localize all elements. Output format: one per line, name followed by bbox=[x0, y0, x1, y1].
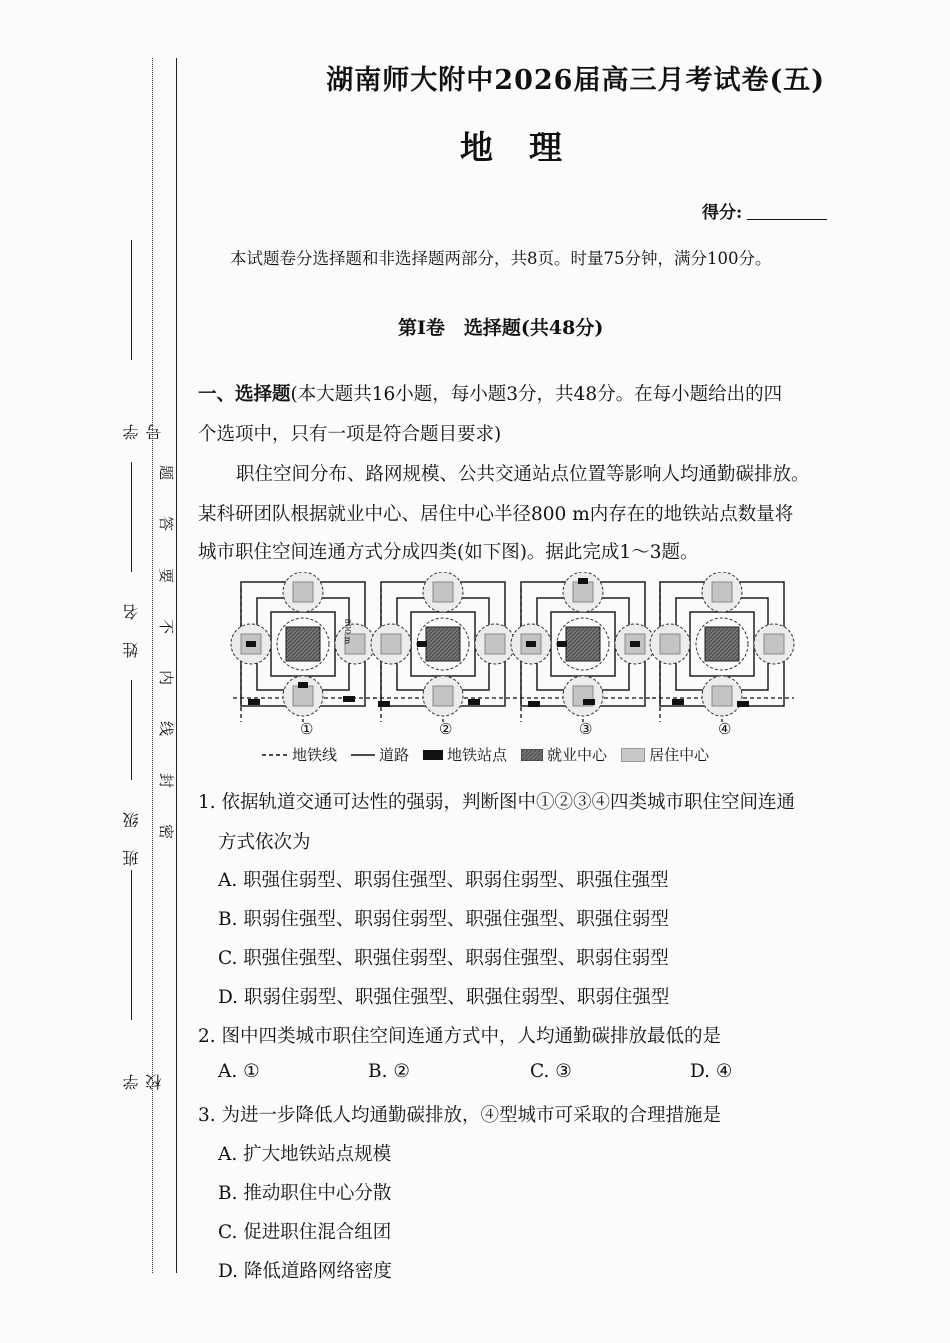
exam-intro: 本试题卷分选择题和非选择题两部分，共8页。时量75分钟，满分100分。 bbox=[230, 249, 772, 268]
question-2-option-d[interactable]: D. ④ bbox=[690, 1061, 733, 1082]
residential-center bbox=[573, 582, 593, 602]
margin-label-name: 姓名 bbox=[122, 582, 141, 658]
section-heading: 一、选择题 bbox=[198, 384, 291, 405]
exam-title: 湖南师大附中2026届高三月考试卷(五) bbox=[326, 65, 825, 96]
part-title: 第Ⅰ卷 选择题(共48分) bbox=[398, 317, 604, 339]
diagram-label-4: ④ bbox=[718, 720, 732, 738]
subway-station bbox=[468, 699, 480, 705]
warning-char: 题 bbox=[157, 464, 176, 481]
warning-char: 要 bbox=[157, 567, 176, 583]
subject-title: 地理 bbox=[460, 128, 598, 167]
subway-station bbox=[248, 699, 260, 705]
score-label: 得分: bbox=[702, 203, 743, 223]
warning-char: 封 bbox=[157, 772, 176, 788]
residential-center bbox=[293, 582, 313, 602]
question-1-stem: 1. 依据轨道交通可达性的强弱，判断图中①②③④四类城市职住空间连通 bbox=[198, 792, 796, 813]
legend-label: 居住中心 bbox=[649, 746, 710, 764]
employment-center bbox=[566, 627, 600, 661]
warning-char: 不 bbox=[157, 618, 176, 634]
warning-char: 线 bbox=[157, 721, 176, 737]
margin-label-class: 班级 bbox=[122, 790, 141, 866]
question-3-option-c[interactable]: C. 促进职住混合组团 bbox=[218, 1222, 392, 1243]
question-1-option-c[interactable]: C. 职强住强型、职强住弱型、职弱住强型、职弱住弱型 bbox=[218, 948, 669, 969]
subway-station bbox=[583, 699, 595, 705]
subway-station bbox=[417, 641, 427, 647]
subway-station bbox=[378, 701, 390, 707]
residential-center bbox=[764, 634, 784, 654]
subway-station bbox=[343, 696, 355, 702]
question-3-option-b[interactable]: B. 推动职住中心分散 bbox=[218, 1183, 392, 1204]
subway-station bbox=[528, 701, 540, 707]
diagram-label-1: ① bbox=[300, 720, 314, 738]
residential-center bbox=[381, 634, 401, 654]
subway-station bbox=[526, 641, 536, 647]
passage-line: 某科研团队根据就业中心、居住中心半径800 m内存在的地铁站点数量将 bbox=[198, 504, 794, 525]
residential-center bbox=[712, 582, 732, 602]
margin-field-name bbox=[120, 462, 144, 682]
employment-center bbox=[426, 627, 460, 661]
subway-station bbox=[672, 699, 684, 705]
question-2-stem: 2. 图中四类城市职住空间连通方式中，人均通勤碳排放最低的是 bbox=[198, 1026, 722, 1047]
legend-label: 就业中心 bbox=[547, 746, 608, 764]
section-desc: (本大题共16小题，每小题3分，共48分。在每小题给出的四 bbox=[290, 384, 783, 405]
residential-center bbox=[485, 634, 505, 654]
legend-item-residential-center bbox=[621, 744, 709, 765]
residential-center bbox=[433, 686, 453, 706]
question-3-option-d[interactable]: D. 降低道路网络密度 bbox=[218, 1261, 392, 1282]
employment-center bbox=[286, 627, 320, 661]
radius-label: 800 m bbox=[343, 618, 353, 645]
employment-swatch-icon bbox=[521, 749, 543, 761]
subway-station bbox=[298, 682, 308, 688]
margin-field-class bbox=[120, 680, 144, 880]
residential-center bbox=[293, 686, 313, 706]
diagram-label-2: ② bbox=[439, 720, 453, 738]
question-3-option-a[interactable]: A. 扩大地铁站点规模 bbox=[218, 1144, 392, 1165]
legend-item-station bbox=[423, 744, 507, 765]
subway-station bbox=[246, 641, 256, 647]
warning-char: 答 bbox=[157, 516, 176, 532]
subway-diagram bbox=[228, 572, 803, 772]
section-heading-line bbox=[198, 380, 782, 406]
legend-label: 地铁站点 bbox=[447, 746, 508, 764]
question-2-option-a[interactable]: A. ① bbox=[218, 1061, 260, 1082]
margin-label-student-id: 学号 bbox=[122, 402, 164, 440]
margin-label-school: 学校 bbox=[122, 1052, 164, 1090]
residential-center bbox=[712, 686, 732, 706]
subway-station bbox=[578, 578, 588, 584]
legend-item-subway-line bbox=[262, 744, 337, 765]
warning-char: 密 bbox=[157, 823, 176, 839]
question-3-stem: 3. 为进一步降低人均通勤碳排放，④型城市可采取的合理措施是 bbox=[198, 1105, 722, 1126]
legend-label: 道路 bbox=[379, 746, 410, 764]
diagram-label-3: ③ bbox=[579, 720, 593, 738]
passage-line: 城市职住空间连通方式分成四类(如下图)。据此完成1～3题。 bbox=[198, 542, 699, 563]
residential-center bbox=[433, 582, 453, 602]
question-1-option-a[interactable]: A. 职强住弱型、职弱住强型、职弱住弱型、职强住强型 bbox=[218, 870, 669, 891]
legend-item-road bbox=[351, 744, 409, 765]
seal-line-warning bbox=[157, 462, 177, 842]
diagram-legend bbox=[262, 744, 709, 765]
binding-dotted-line bbox=[152, 58, 153, 1273]
margin-field-school bbox=[120, 860, 164, 1090]
residential-center bbox=[660, 634, 680, 654]
subway-diagram-figure bbox=[228, 572, 803, 772]
residential-swatch-icon bbox=[621, 748, 645, 762]
subway-station bbox=[737, 701, 749, 707]
question-1-option-b[interactable]: B. 职弱住强型、职弱住弱型、职强住强型、职强住弱型 bbox=[218, 909, 669, 930]
question-1-option-d[interactable]: D. 职弱住弱型、职强住强型、职强住弱型、职弱住强型 bbox=[218, 987, 670, 1008]
station-swatch-icon bbox=[423, 750, 443, 760]
warning-char: 内 bbox=[157, 670, 176, 686]
question-2-option-b[interactable]: B. ② bbox=[368, 1061, 410, 1082]
subway-station bbox=[630, 641, 640, 647]
question-2-option-c[interactable]: C. ③ bbox=[530, 1061, 572, 1082]
legend-label: 地铁线 bbox=[292, 746, 338, 764]
legend-item-employment-center bbox=[521, 744, 607, 765]
passage-line: 职住空间分布、路网规模、公共交通站点位置等影响人均通勤碳排放。 bbox=[236, 464, 810, 485]
employment-center bbox=[705, 627, 739, 661]
subway-station bbox=[557, 641, 567, 647]
margin-field-student-id bbox=[120, 240, 164, 440]
question-1-stem-cont: 方式依次为 bbox=[218, 832, 311, 853]
score-blank[interactable] bbox=[747, 219, 827, 220]
section-desc-line2: 个选项中，只有一项是符合题目要求) bbox=[198, 424, 502, 445]
